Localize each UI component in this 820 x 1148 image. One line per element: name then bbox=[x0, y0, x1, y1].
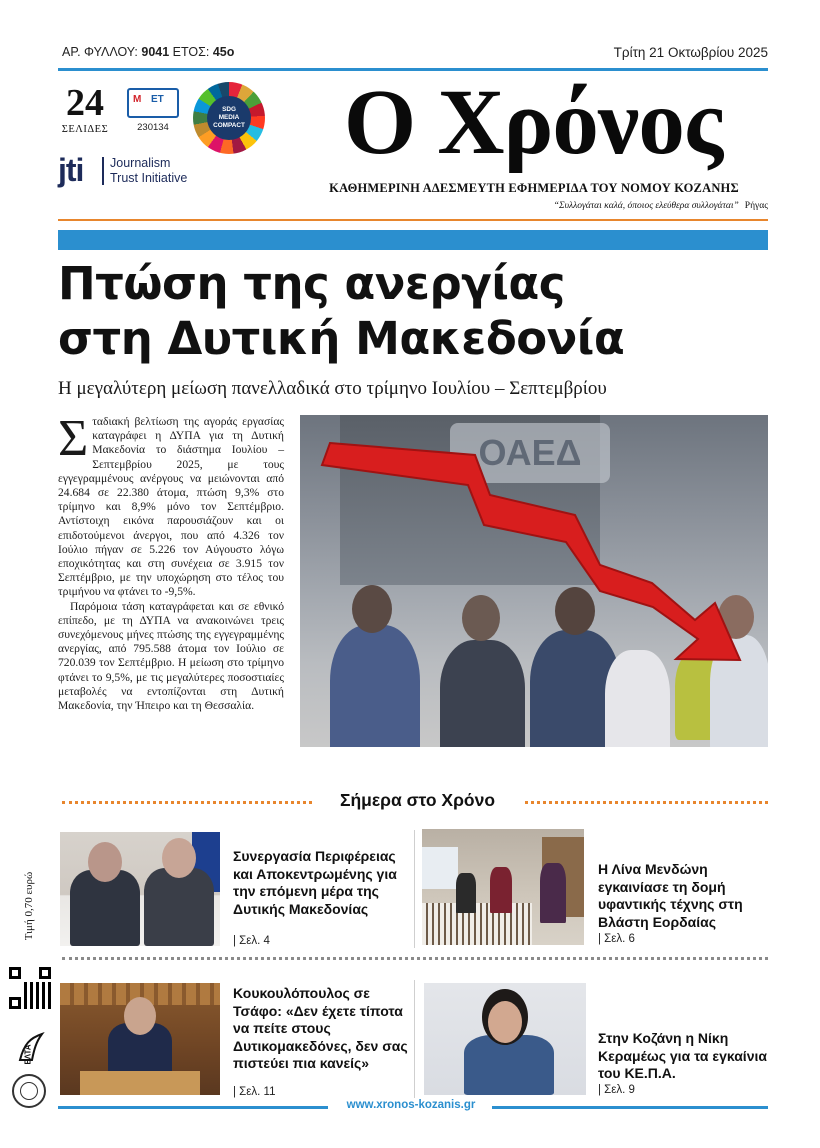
teaser-1-title[interactable]: Συνεργασία Περιφέρειας και Αποκεντρωμένης για την επόμενη μέρα της Δυτικής Μακεδονίας bbox=[233, 848, 397, 917]
section-title: Σήμερα στο Χρόνο bbox=[339, 790, 496, 810]
section-dots-right bbox=[525, 801, 768, 804]
lead-subhead: Η μεγαλύτερη μείωση πανελλαδικά στο τρίμηνο Ιουλίου – Σεπτεμβρίου bbox=[58, 378, 607, 399]
met-et: ΕΤ bbox=[151, 94, 164, 105]
down-trend-arrow-icon bbox=[300, 415, 768, 747]
issue-number: 9041 bbox=[141, 45, 170, 59]
year-number: 45ο bbox=[212, 45, 235, 59]
teaser-3-photo[interactable] bbox=[60, 983, 220, 1095]
sdg-line2: MEDIA bbox=[218, 114, 240, 121]
headline-line1: Πτώση της ανεργίας bbox=[58, 257, 565, 310]
seal-icon bbox=[12, 1074, 46, 1108]
issue-info bbox=[62, 45, 234, 59]
pages-count: 24 bbox=[66, 82, 104, 124]
footer-rule-right bbox=[492, 1106, 768, 1109]
lead-photo[interactable] bbox=[300, 415, 768, 747]
teaser-2-page: | Σελ. 6 bbox=[598, 933, 635, 945]
teaser-row-separator bbox=[62, 957, 768, 960]
teaser-4-photo[interactable] bbox=[424, 983, 586, 1095]
teaser-4-title[interactable]: Στην Κοζάνη η Νίκη Κεραμέως για τα εγκαίνια του ΚΕ.Π.Α. bbox=[598, 1030, 767, 1081]
issue-date: Τρίτη 21 Οκτωβρίου 2025 bbox=[613, 45, 768, 60]
dropcap: Σ bbox=[58, 410, 89, 467]
article-paragraph-2: Παρόμοια τάση καταγράφεται και σε εθνικό επίπεδο, με τη ΔΥΠΑ να ανακοινώνει τρεις συνεχόμενους μήνες πτώσης της εγγεγραμμένης ανεργίας, από 795.588 άτομα τον Ιούλιο σε 720.039 τον Σεπτέμβριο. Η μείωση στο τρίμηνο φτάνει το 9,5%, με τις μεγαλύτερες ποσοστιαίες μεταβολές να εντοπίζονται στη Δυτική Μακεδονία, την Ήπειρο και τη Θεσσαλία. bbox=[58, 599, 284, 713]
footer-rule-left bbox=[58, 1106, 328, 1109]
issue-label: ΑΡ. ΦΥΛΛΟΥ: bbox=[62, 45, 138, 59]
jti-letters: jti bbox=[58, 152, 84, 188]
met-m: Μ bbox=[133, 94, 142, 105]
motto-author: Ρήγας bbox=[744, 201, 768, 211]
price-label bbox=[14, 850, 44, 970]
jti-logo bbox=[58, 152, 218, 192]
teaser-2-title[interactable]: Η Λίνα Μενδώνη εγκαινίασε τη δομή υφαντικής τέχνης στη Βλάστη Εορδαίας bbox=[598, 861, 743, 930]
teaser-divider-2 bbox=[414, 980, 415, 1098]
newspaper-logo: Ο Χρόνος bbox=[343, 71, 723, 174]
photo-sign: ΟΑΕΔ bbox=[450, 423, 610, 483]
price-text: Τιμή 0,70 ευρώ bbox=[23, 871, 35, 941]
jti-line2: Trust Initiative bbox=[110, 171, 188, 185]
sdg-line3: COMPACT bbox=[213, 122, 245, 129]
article-paragraph-1: ταδιακή βελτίωση της αγοράς εργασίας καταγράφει η ΔΥΠΑ για τη Δυτική Μακεδονία το διάστημα Ιουλίου – Σεπτεμβρίου 2025, με τους εγγεγραμμένους ανέργους να μειώνονται από 24.684 σε 22.380 άτομα, πτώση 9,3% στο τρίμηνο και 8,9% μόνο τον Σεπτέμβριο. Αντίστοιχη εικόνα παρουσιάζουν και οι επιδοτούμενοι άνεργοι, που από 4.326 τον Ιούλιο πήγαν σε 5.226 τον Αύγουστο λόγω εποχικότητας και στη συνέχεια σε 3.915 τον Σεπτέμβριο, με την υποχώρηση στο τέλος του τριμήνου να φτάνει το -9,5%. bbox=[58, 415, 284, 599]
motto-quote: “Συλλογάται καλά, όποιος ελεύθερα συλλογάται” bbox=[553, 201, 739, 211]
tagline: ΚΑΘΗΜΕΡΙΝΗ ΑΔΕΣΜΕΥΤΗ ΕΦΗΜΕΡΙΔΑ ΤΟΥ ΝΟΜΟΥ ΚΟΖΑΝΗΣ bbox=[329, 181, 739, 195]
teaser-1-page: | Σελ. 4 bbox=[233, 935, 270, 947]
sdg-line1: SDG bbox=[222, 106, 236, 113]
lead-headline bbox=[58, 256, 778, 366]
sdg-media-compact-icon bbox=[193, 82, 265, 154]
motto bbox=[554, 201, 768, 211]
website-link[interactable]: www.xronos-kozanis.gr bbox=[346, 1099, 476, 1111]
teaser-2-photo[interactable] bbox=[422, 829, 584, 945]
jti-line1: Journalism bbox=[110, 156, 171, 170]
headline-line2: στη Δυτική Μακεδονία bbox=[58, 312, 625, 365]
met-number: 230134 bbox=[137, 122, 169, 133]
year-label: ΕΤΟΣ: bbox=[172, 45, 210, 59]
pages-label: ΣΕΛΙΔΕΣ bbox=[61, 124, 109, 135]
masthead-rule bbox=[58, 219, 768, 221]
teaser-1-photo[interactable] bbox=[60, 832, 220, 946]
section-dots-left bbox=[62, 801, 312, 804]
teaser-divider bbox=[414, 830, 415, 948]
teaser-4-page: | Σελ. 9 bbox=[598, 1084, 635, 1096]
blue-band bbox=[58, 230, 768, 250]
teaser-3-page: | Σελ. 11 bbox=[233, 1086, 276, 1098]
lead-article bbox=[58, 410, 284, 713]
met-badge-icon bbox=[127, 88, 179, 118]
elta-text: ΕΛΤΑ bbox=[23, 1044, 33, 1065]
teaser-3-title[interactable]: Κουκουλόπουλος σε Τσάφο: «Δεν έχετε τίποτα να πείτε στους Δυτικομακεδόνες, δεν σας πιστεύει πια κανείς» bbox=[233, 985, 408, 1071]
